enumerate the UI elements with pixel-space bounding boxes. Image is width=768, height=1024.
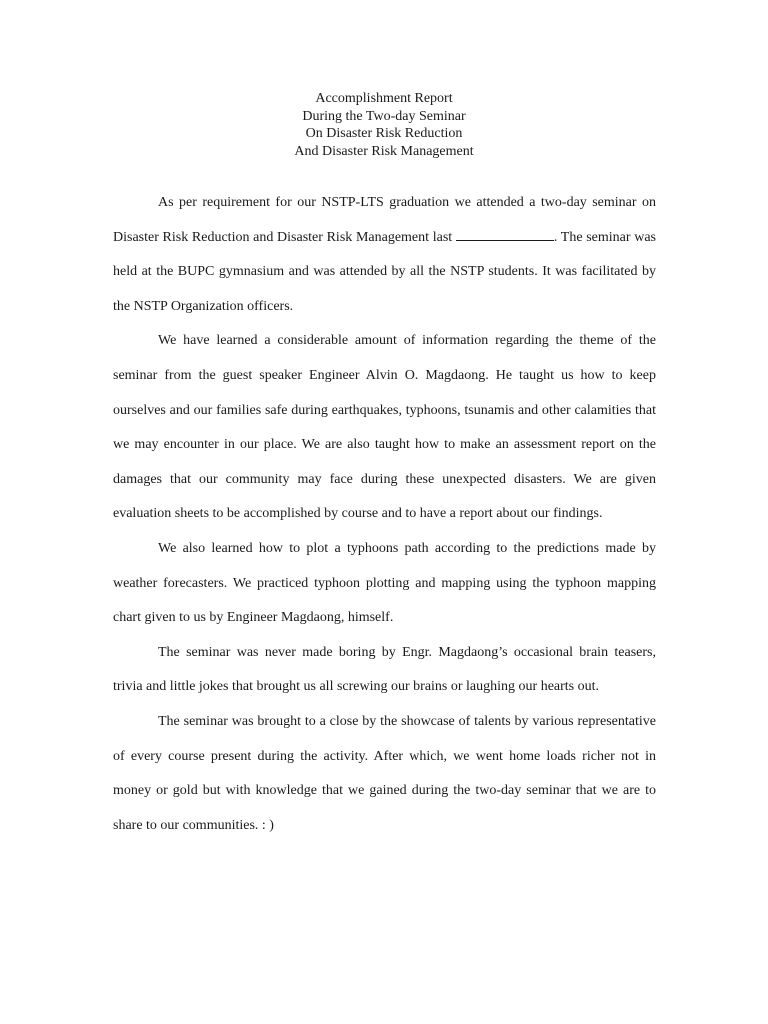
title-line-1: Accomplishment Report xyxy=(315,91,453,106)
paragraph-3: We also learned how to plot a typhoons path according to the predictions made by weather forecasters. We practiced typhoon plotting and mapping using the typhoon mapping chart given to us by Engineer Magdaong, himself. xyxy=(113,540,656,626)
paragraph-4: The seminar was never made boring by Engr. Magdaong’s occasional brain teasers, trivia and little jokes that brought us all screwing our brains or laughing our hearts out. xyxy=(113,644,656,695)
report-title xyxy=(0,90,768,160)
title-line-2: During the Two-day Seminar xyxy=(302,108,466,124)
date-blank-line xyxy=(456,227,554,241)
title-line-3: On Disaster Risk Reduction xyxy=(305,126,463,141)
paragraph-2: We have learned a considerable amount of information regarding the theme of the seminar from the guest speaker Engineer Alvin O. Magdaong. He taught us how to keep ourselves and our families safe during earthquakes, typhoons, tsunamis and other calamities that we may encounter in our place. We are also taught how to make an assessment report on the damages that our community may face during these unexpected disasters. We are given evaluation sheets to be accomplished by course and to have a report about our findings. xyxy=(113,333,656,522)
title-line-4: And Disaster Risk Management xyxy=(294,143,474,159)
paragraph-1-text-a: As per requirement for our NSTP-LTS graduation we attended a two-day seminar on Disaster Risk Reduction and Disaster Risk Management last xyxy=(113,195,656,245)
paragraph-1-text-b: . The seminar was held at the BUPC gymnasium and was attended by all the NSTP students. It was facilitated by the NSTP Organization officers. xyxy=(113,229,657,314)
paragraph-5: The seminar was brought to a close by the showcase of talents by various representative of every course present during the activity. After which, we went home loads richer not in money or gold but with knowledge that we gained during the two-day seminar that we are to share to our communities. : ) xyxy=(113,713,656,833)
report-body xyxy=(113,186,656,843)
paragraph-1 xyxy=(113,186,656,324)
